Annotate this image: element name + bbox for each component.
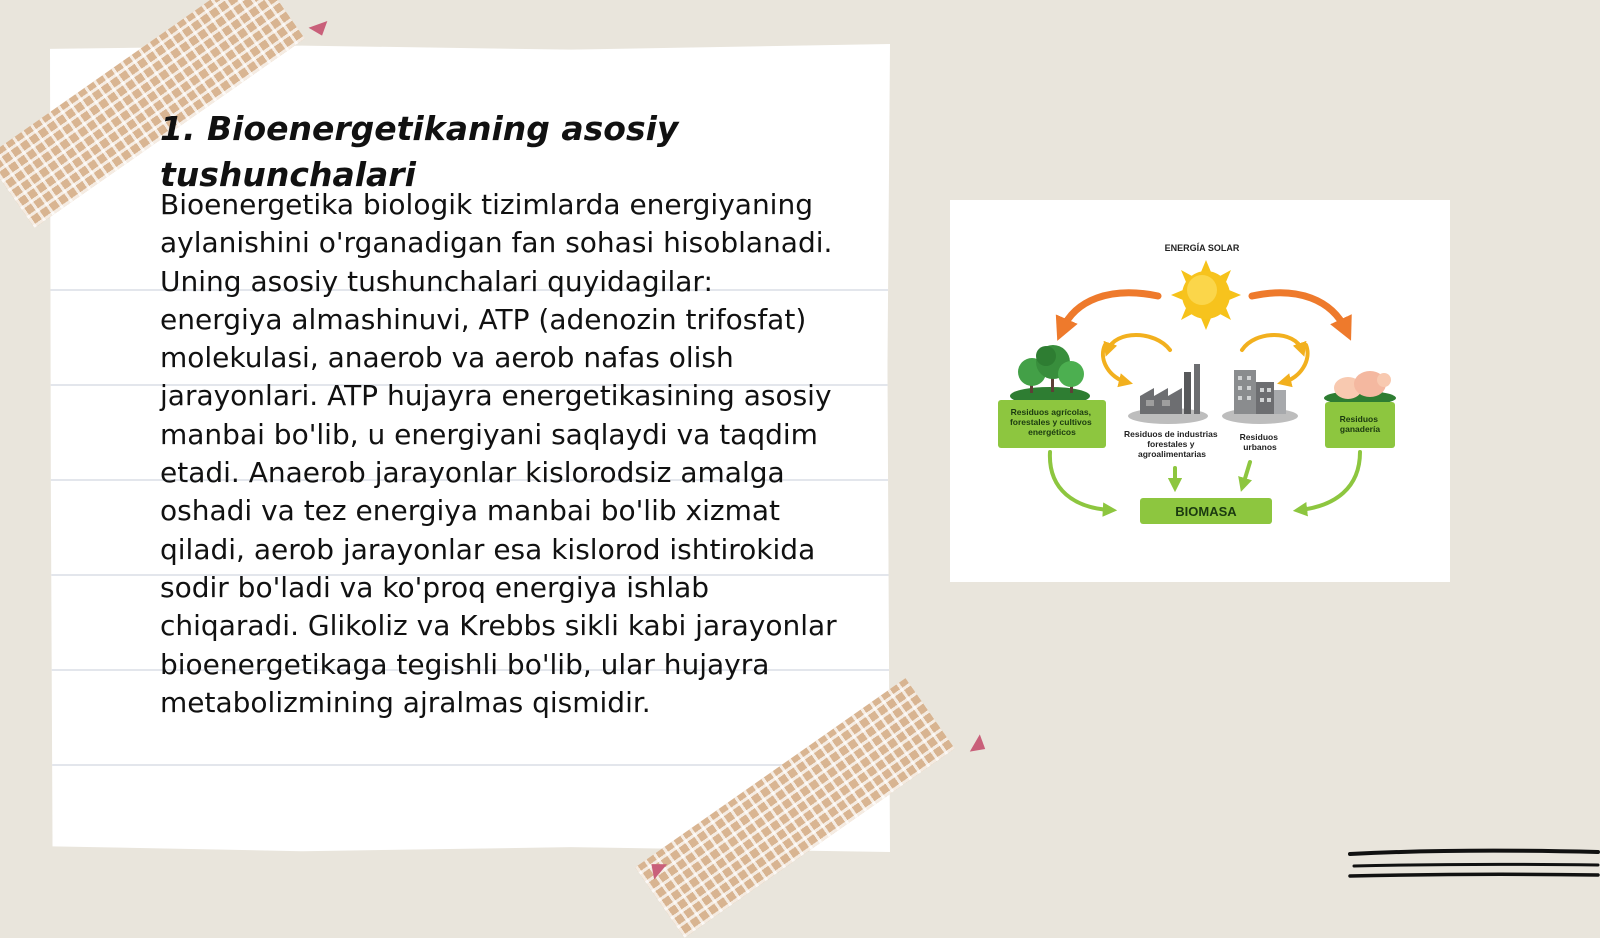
urban-label: Residuos urbanos	[1239, 432, 1278, 452]
yellow-arrow-right-a	[1242, 335, 1302, 350]
scribble-lines	[1348, 846, 1600, 886]
yellow-arrow-right-b	[1284, 345, 1308, 382]
paper-rule	[50, 764, 890, 766]
pin-icon	[970, 734, 990, 757]
biomass-diagram	[950, 200, 1450, 582]
orange-arrow-left	[1062, 293, 1158, 330]
slide-body: Bioenergetika biologik tizimlarda energiyaning aylanishini o'rganadigan fan sohasi hisoblanadi. Uning asosiy tushunchalari quyidagilar: energiya almashinuvi, ATP (adenozin trifosfat) molekulasi, anaerob va aerob nafas olish jarayonlari. ATP hujayra energetikasining asosiy manbai bo'lib, u energiyani saqlaydi va taqdim etadi. Anaerob jarayonlar kislorodsiz amalga oshadi va tez energiya manbai bo'lib xizmat qiladi, aerob jarayonlar esa kislorod ishtirokida sodir bo'ladi va ko'proq energiya ishlab chiqaradi. Glikoliz va Krebbs sikli kabi jarayonlar bioenergetikaga tegishli bo'lib, ular hujayra metabolizmining ajralmas qismidir.	[160, 188, 837, 719]
green-arrow-ag	[1050, 452, 1110, 510]
industry-label: Residuos de industrias forestales y agroalimentarias	[1124, 429, 1218, 459]
trees-icon	[1010, 345, 1090, 405]
factory-icon	[1128, 364, 1208, 424]
biomasa-label: BIOMASA	[1175, 504, 1237, 519]
livestock-label: Residuos ganadería	[1339, 414, 1381, 434]
slide-title: 1. Bioenergetikaning asosiy tushunchalari	[160, 109, 679, 194]
livestock-icon	[1324, 371, 1396, 405]
orange-arrow-right	[1252, 293, 1346, 330]
green-arrow-gan	[1300, 452, 1360, 510]
yellow-arrow-left-a	[1108, 335, 1170, 350]
diagram-canvas	[950, 200, 1450, 582]
green-arrow-urb	[1243, 462, 1250, 485]
buildings-icon	[1222, 370, 1298, 424]
agricultural-label: Residuos agrícolas, forestales y cultivos energéticos	[1009, 407, 1092, 437]
sun-label: ENERGÍA SOLAR	[1164, 243, 1240, 253]
sun-icon	[1171, 260, 1241, 330]
pin-icon	[309, 21, 332, 39]
